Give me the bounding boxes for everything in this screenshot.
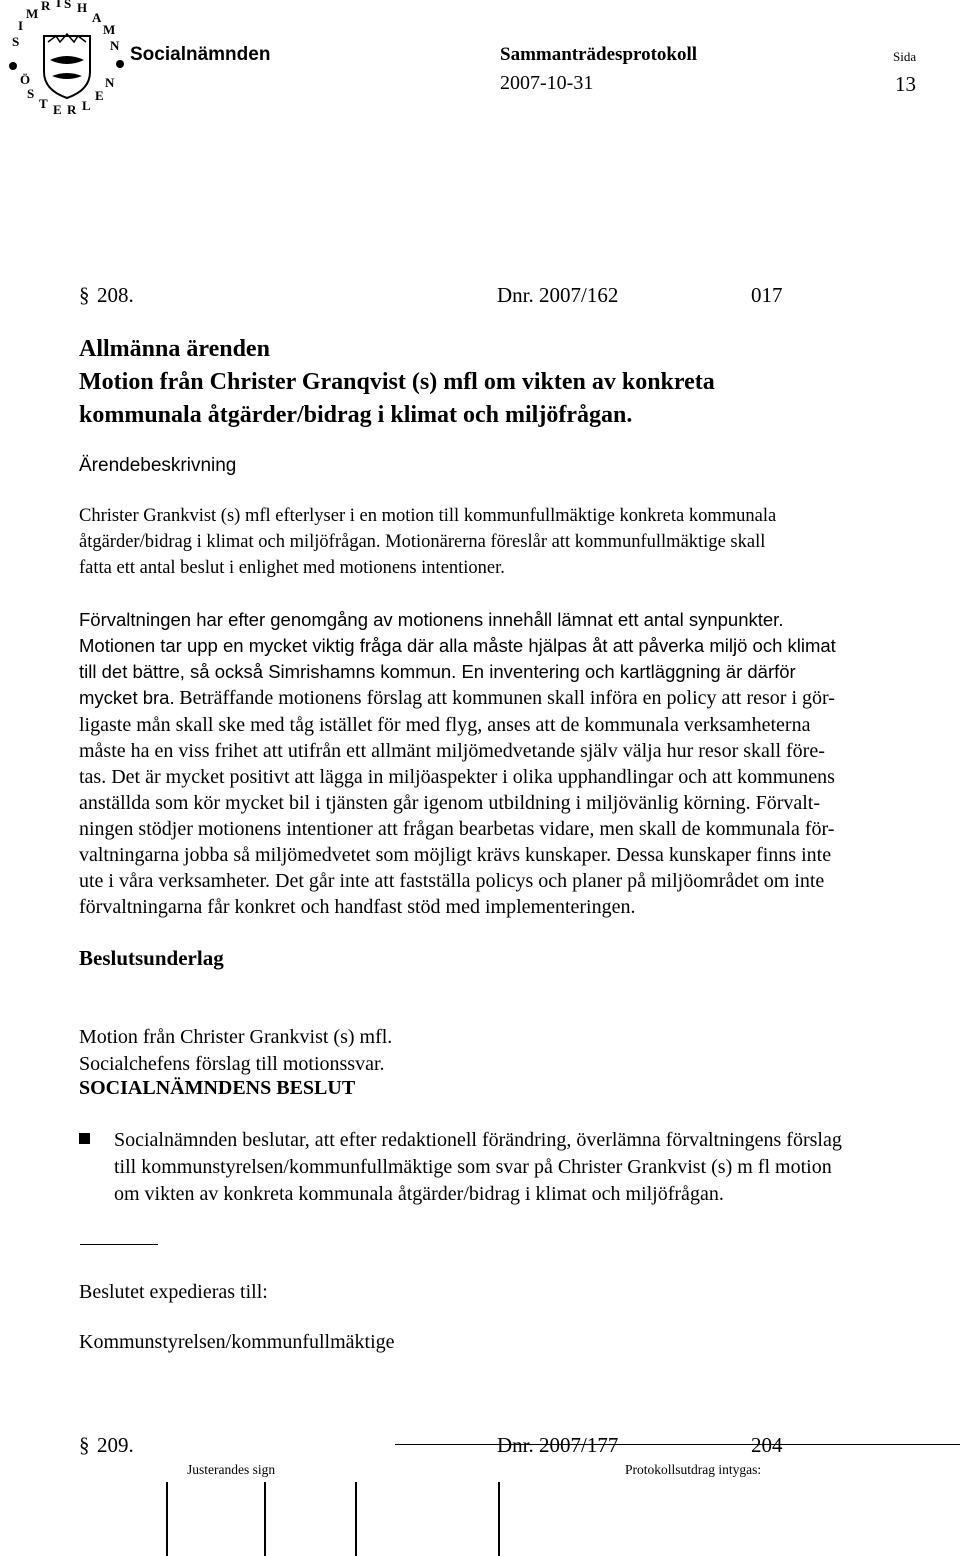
description-heading: Ärendebeskrivning [79, 455, 237, 476]
case-code: 017 [751, 283, 783, 307]
svg-text:A: A [92, 10, 102, 25]
text-line: anställda som kör mycket bil i tjänsten går igenom utbildning i miljövänlig körning. Förvalt- [79, 792, 821, 814]
case-title [79, 333, 939, 432]
description-paragraph-1 [79, 503, 941, 581]
text-line: mycket bra. [79, 687, 175, 708]
svg-text:M: M [103, 22, 116, 37]
page-label: Sida [893, 49, 917, 64]
svg-text:I: I [18, 18, 24, 33]
next-case-dnr: Dnr. 2007/177 [497, 1433, 619, 1457]
svg-text:T: T [39, 96, 48, 111]
meeting-date: 2007-10-31 [500, 72, 594, 94]
basis-item: Socialchefens förslag till motionssvar. [79, 1053, 385, 1075]
next-case-number: 209. [97, 1433, 134, 1457]
document-type: Sammanträdesprotokoll [500, 44, 698, 65]
text-line: Förvaltningen har efter genomgång av motionens innehåll lämnat ett antal synpunkter. [79, 609, 784, 630]
paragraph-sign: § [79, 283, 90, 307]
text-line: Socialnämnden beslutar, att efter redaktionell förändring, överlämna förvaltningens förslag [114, 1129, 842, 1151]
description-paragraph-2 [79, 607, 941, 920]
next-case-code: 204 [751, 1433, 783, 1457]
dispatch-label: Beslutet expedieras till: [79, 1281, 268, 1303]
text-line: Beträffande motionens förslag att kommunen skall införa en policy att resor i gör- [179, 687, 835, 709]
text-line: ligaste mån skall ske med tåg istället för med flyg, anses att de kommunala verksamheterna [79, 714, 811, 736]
svg-text:I: I [56, 0, 62, 10]
footer-rule [395, 1444, 960, 1445]
separator-line [80, 1244, 158, 1245]
case-title-line: kommunala åtgärder/bidrag i klimat och miljöfrågan. [79, 402, 633, 428]
text-line: om vikten av konkreta kommunala åtgärder/bidrag i klimat och miljöfrågan. [114, 1183, 724, 1205]
svg-text:H: H [77, 0, 88, 15]
svg-text:M: M [26, 6, 39, 21]
basis-heading: Beslutsunderlag [79, 946, 224, 970]
case-dnr: Dnr. 2007/162 [497, 283, 619, 307]
dispatch-recipient: Kommunstyrelsen/kommunfullmäktige [79, 1331, 395, 1353]
next-paragraph-sign: § [79, 1433, 90, 1457]
text-line: till kommunstyrelsen/kommunfullmäktige som svar på Christer Grankvist (s) m fl motion [114, 1156, 832, 1178]
text-line: Christer Grankvist (s) mfl efterlyser i en motion till kommunfullmäktige konkreta kommunala [79, 506, 777, 526]
extract-certified-label: Protokollsutdrag intygas: [625, 1462, 762, 1477]
organization-name: Socialnämnden [130, 44, 271, 65]
decision-text [114, 1127, 954, 1208]
text-line: tas. Det är mycket positivt att lägga in miljöaspekter i olika upphandlingar och att kommunens [79, 766, 835, 788]
basis-item: Motion från Christer Grankvist (s) mfl. [79, 1026, 393, 1048]
signature-label: Justerandes sign [187, 1462, 276, 1477]
case-title-line: Motion från Christer Granqvist (s) mfl om vikten av konkreta [79, 369, 715, 395]
text-line: Motionen tar upp en mycket viktig fråga där alla måste hjälpas åt att påverka miljö och klimat [79, 635, 836, 656]
text-line: ningen stödjer motionens intentioner att frågan bearbetas vidare, men skall de kommunala för- [79, 818, 835, 840]
municipality-seal-logo [4, 0, 126, 118]
page-number: 13 [895, 72, 916, 96]
signature-box-divider [166, 1482, 168, 1556]
svg-text:S: S [64, 0, 72, 11]
text-line: måste ha en viss frihet att utifrån ett allmänt miljömedvetande själv välja hur resor skall före- [79, 740, 825, 762]
svg-text:E: E [53, 102, 62, 117]
text-line: till det bättre, så också Simrishamns kommun. En inventering och kartläggning är därför [79, 661, 796, 682]
bullet-square-icon [79, 1133, 90, 1144]
basis-list [79, 1024, 392, 1078]
svg-text:Ö: Ö [20, 72, 31, 87]
signature-box-divider [264, 1482, 266, 1556]
svg-text:S: S [27, 86, 35, 101]
signature-box-divider [355, 1482, 357, 1556]
text-line: fatta ett antal beslut i enlighet med motionens intentioner. [79, 558, 505, 578]
signature-box-divider [498, 1482, 500, 1556]
svg-text:S: S [12, 34, 20, 49]
svg-text:R: R [41, 0, 51, 13]
text-line: ute i våra verksamheter. Det går inte att fastställa policys och planer på miljöområdet om inte [79, 870, 825, 892]
case-number: 208. [97, 283, 134, 307]
svg-text:E: E [95, 88, 104, 103]
text-line: åtgärder/bidrag i klimat och miljöfrågan. Motionärerna föreslår att kommunfullmäktige skall [79, 532, 766, 552]
text-line: förvaltningarna får konkret och handfast stöd med implementeringen. [79, 896, 636, 918]
decision-heading: SOCIALNÄMNDENS BESLUT [79, 1077, 356, 1099]
case-title-line: Allmänna ärenden [79, 336, 270, 362]
svg-text:R: R [67, 102, 77, 117]
svg-text:N: N [110, 38, 120, 53]
svg-text:L: L [82, 98, 91, 113]
svg-text:N: N [105, 75, 115, 90]
text-line: valtningarna jobba så miljömedvetet som möjligt krävs kunskaper. Dessa kunskaper finns inte [79, 844, 832, 866]
